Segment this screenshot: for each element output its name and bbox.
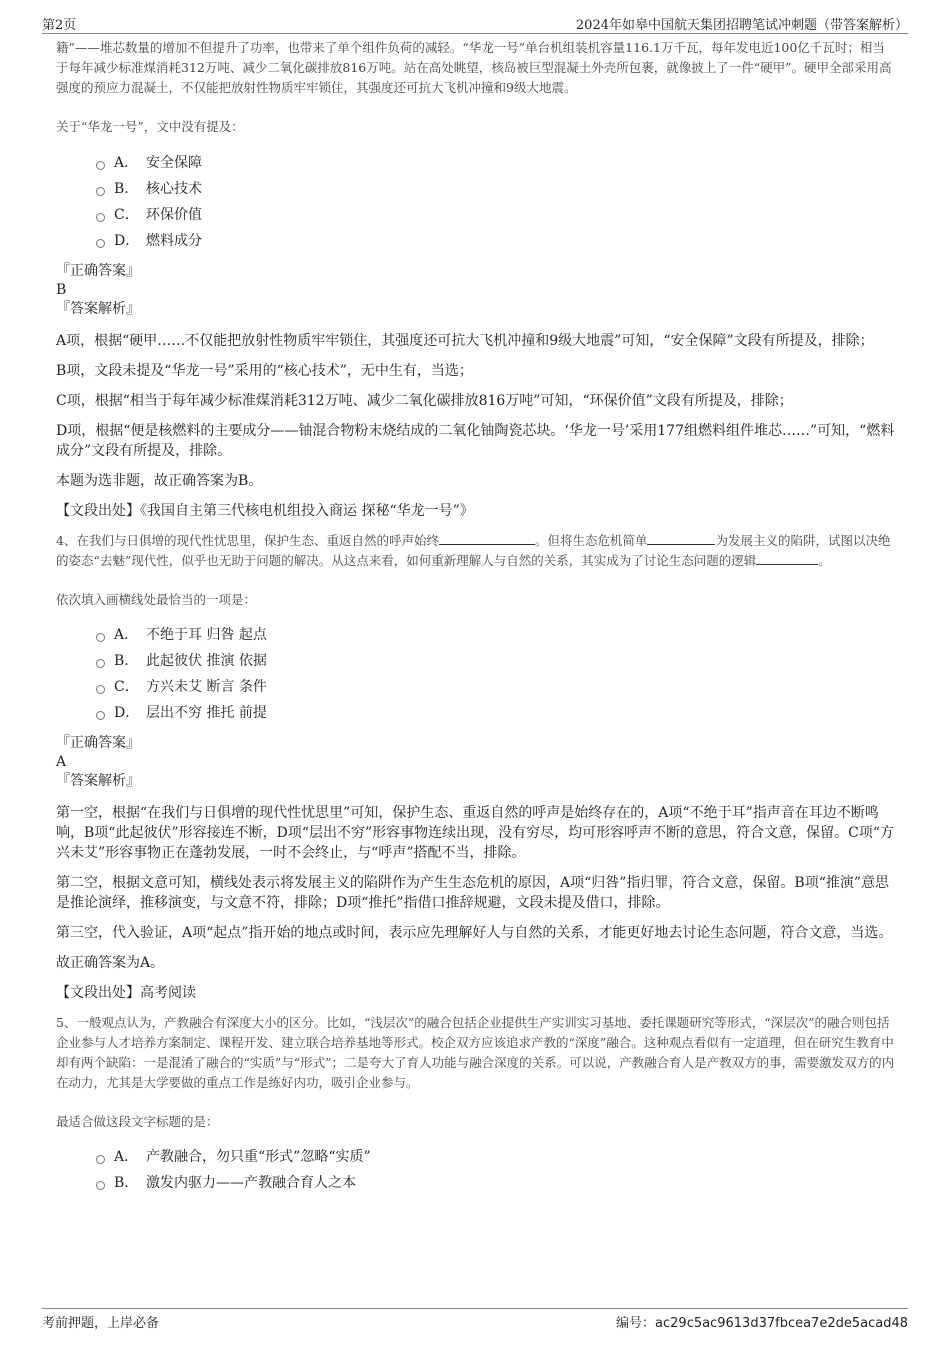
option-text: 激发内驱力——产教融合育人之本 [146, 1175, 356, 1191]
document-title: 2024年如皋中国航天集团招聘笔试冲刺题（带答案解析） [575, 18, 908, 33]
q4-option-d[interactable] [96, 700, 896, 726]
option-key: D． [114, 705, 140, 721]
radio-icon[interactable] [96, 711, 105, 720]
option-key: C． [114, 679, 139, 695]
q3-option-d[interactable] [96, 228, 896, 254]
radio-icon[interactable] [96, 685, 105, 694]
fill-blank [647, 532, 715, 545]
option-text: 核心技术 [146, 181, 202, 197]
q3-option-a[interactable] [96, 150, 896, 176]
option-key: A． [114, 155, 139, 171]
code-value: ac29c5ac9613d37fbcea7e2de5acad48 [655, 1316, 908, 1331]
q3-answer-label: 『正确答案』 [56, 263, 140, 279]
q4-prompt: 依次填入画横线处最恰当的一项是： [56, 592, 257, 607]
q4-answer: A [56, 754, 67, 770]
radio-icon[interactable] [96, 659, 105, 668]
q4-option-c[interactable] [96, 674, 896, 700]
q3-source: 【文段出处】《我国自主第三代核电机组投入商运 探秘“华龙一号”》 [56, 503, 474, 519]
code-label: 编号： [616, 1316, 656, 1331]
fill-blank [756, 552, 818, 565]
option-text: 安全保障 [146, 155, 202, 171]
option-text: 环保价值 [146, 207, 202, 223]
radio-icon[interactable] [96, 161, 105, 170]
document-code [616, 1312, 908, 1331]
q5-prompt: 最适合做这段文字标题的是： [56, 1114, 219, 1129]
q4-analysis-label: 『答案解析』 [56, 773, 140, 789]
q3-answer: B [56, 282, 67, 298]
q4-stem-part: 。 [818, 553, 831, 568]
radio-icon[interactable] [96, 1181, 105, 1190]
option-key: B． [114, 1175, 139, 1191]
q3-analysis-d: D项，根据“便是核燃料的主要成分——铀混合物粉末烧结成的二氧化铀陶瓷芯块。‘华龙一号’采用177组燃料组件堆芯……”可知，“燃料成分”文段有所提及，排除。 [56, 423, 895, 459]
q5-stem: 5、一般观点认为，产教融合有深度大小的区分。比如，“浅层次”的融合包括企业提供生产实训实习基地、委托课题研究等形式，“深层次”的融合则包括企业参与人才培养方案制定、课程开发、建立联合培养基地等形式。校企双方应该追求产教的“深度”融合。这种观点看似有一定道理，但在研究生教育中却有两个缺陷：一是混淆了融合的“实质”与“形式”；二是夸大了育人功能与融合深度的关系。可以说，产教融合育人是产教双方的事，需要激发双方的内在动力，尤其是大学要做的重点工作是练好内功，吸引企业参与。 [56, 1015, 895, 1090]
option-key: A． [114, 1149, 139, 1165]
page-header [42, 14, 908, 32]
q4-answer-label: 『正确答案』 [56, 735, 140, 751]
footer-divider [42, 1308, 908, 1309]
option-text: 方兴未艾 断言 条件 [146, 679, 267, 695]
q4-source: 【文段出处】高考阅读 [56, 985, 196, 1001]
q3-options [56, 150, 896, 254]
q3-option-c[interactable] [96, 202, 896, 228]
page-content [56, 38, 896, 1196]
option-key: A． [114, 627, 139, 643]
option-text: 此起彼伏 推演 依据 [146, 653, 267, 669]
q3-analysis-a: A项，根据“硬甲……不仅能把放射性物质牢牢锁住，其强度还可抗大飞机冲撞和9级大地震”可知，“安全保障”文段有所提及，排除； [56, 333, 874, 349]
option-key: C． [114, 207, 139, 223]
radio-icon[interactable] [96, 213, 105, 222]
q3-passage: 籍”——堆芯数量的增加不但提升了功率，也带来了单个组件负荷的减轻。“华龙一号”单台机组装机容量116.1万千瓦，每年发电近100亿千瓦时；相当于每年减少标准煤消耗312万吨、减少二氧化碳排放816万吨。站在高处眺望，核岛被巨型混凝土外壳所包裹，就像披上了一件“硬甲”。硬甲全部采用高强度的预应力混凝土，不仅能把放射性物质牢牢锁住，其强度还可抗大飞机冲撞和9级大地震。 [56, 40, 892, 95]
q5-option-b[interactable] [96, 1170, 896, 1196]
header-divider [42, 33, 908, 34]
q3-conclusion: 本题为选非题，故正确答案为B。 [56, 473, 263, 489]
fill-blank [439, 532, 535, 545]
q3-analysis-b: B项，文段未提及“华龙一号”采用的“核心技术”，无中生有，当选； [56, 363, 473, 379]
option-text: 产教融合，勿只重“形式”忽略“实质” [146, 1149, 371, 1165]
option-key: B． [114, 653, 139, 669]
page-number: 第2页 [42, 18, 77, 33]
q4-stem-part: 。但将生态危机简单 [534, 533, 648, 548]
q4-options [56, 622, 896, 726]
q3-analysis-label: 『答案解析』 [56, 301, 140, 317]
radio-icon[interactable] [96, 633, 105, 642]
q3-prompt: 关于“华龙一号”，文中没有提及： [56, 119, 244, 134]
option-text: 燃料成分 [146, 233, 202, 249]
q4-stem-part: 4、在我们与日俱增的现代性忧思里，保护生态、重返自然的呼声始终 [56, 533, 439, 548]
option-text: 不绝于耳 归咎 起点 [146, 627, 267, 643]
option-text: 层出不穷 推托 前提 [146, 705, 267, 721]
radio-icon[interactable] [96, 187, 105, 196]
q4-analysis-2: 第二空，根据文意可知，横线处表示将发展主义的陷阱作为产生生态危机的原因，A项“归咎”指归罪，符合文意，保留。B项“推演”意思是推论演绎，推移演变，与文意不符，排除；D项“推托”指借口推辞规避，文段未提及借口，排除。 [56, 875, 890, 911]
footer-slogan: 考前押题，上岸必备 [42, 1316, 160, 1331]
radio-icon[interactable] [96, 239, 105, 248]
option-key: D． [114, 233, 140, 249]
q5-options [56, 1144, 896, 1196]
q3-option-b[interactable] [96, 176, 896, 202]
q4-stem-part: 为发展主义的陷阱，试图以决绝的姿态“去魅”现代性，似乎也无助于问题的解决。从这点来看，如何重新理解人与自然的关系，其实成为了讨论生态问题的逻辑 [56, 533, 891, 568]
q4-option-a[interactable] [96, 622, 896, 648]
option-key: B． [114, 181, 139, 197]
q4-stem [56, 531, 896, 571]
q4-option-b[interactable] [96, 648, 896, 674]
q4-conclusion: 故正确答案为A。 [56, 955, 165, 971]
q4-analysis-1: 第一空，根据“在我们与日俱增的现代性忧思里”可知，保护生态、重返自然的呼声是始终存在的，A项“不绝于耳”指声音在耳边不断鸣响，B项“此起彼伏”形容接连不断，D项“层出不穷”形容事物连续出现，没有穷尽，均可形容呼声不断的意思，符合文意，保留。C项“方兴未艾”形容事物正在蓬勃发展，一时不会终止，与“呼声”搭配不当，排除。 [56, 805, 895, 861]
q5-option-a[interactable] [96, 1144, 896, 1170]
q4-analysis-3: 第三空，代入验证，A项“起点”指开始的地点或时间，表示应先理解好人与自然的关系，才能更好地去讨论生态问题，符合文意，当选。 [56, 925, 893, 941]
radio-icon[interactable] [96, 1155, 105, 1164]
q3-analysis-c: C项，根据“相当于每年减少标准煤消耗312万吨、减少二氧化碳排放816万吨”可知，“环保价值”文段有所提及，排除； [56, 393, 793, 409]
